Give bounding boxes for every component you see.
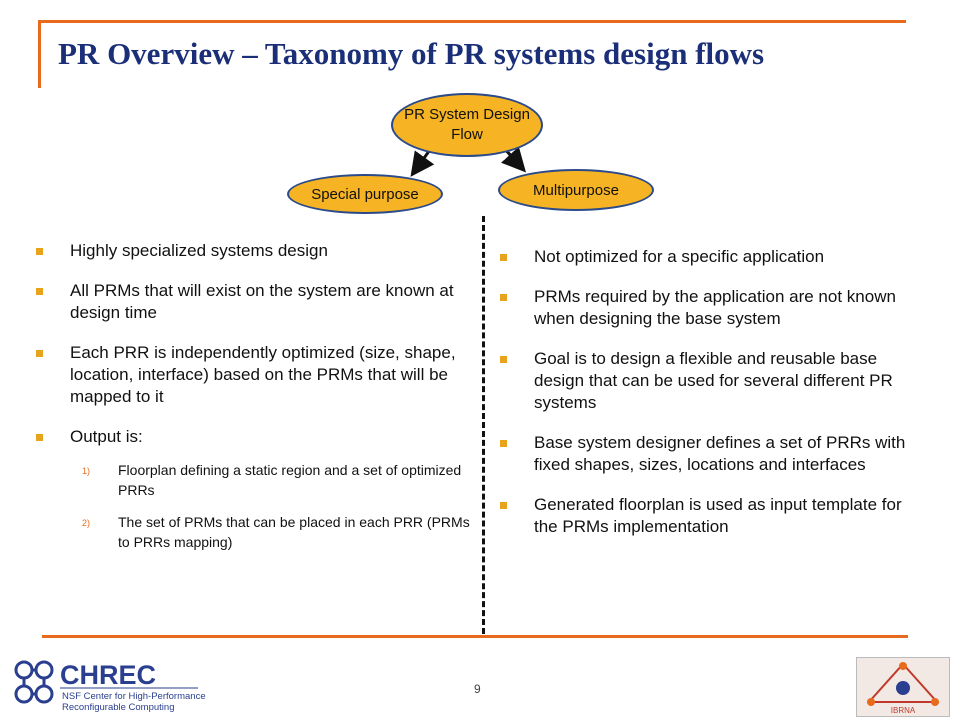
multipurpose-column	[500, 246, 920, 538]
ibrna-logo	[856, 657, 950, 717]
list-item	[500, 246, 920, 268]
list-item	[36, 240, 476, 262]
bullet-icon	[36, 434, 43, 441]
list-item	[500, 348, 920, 414]
page-number: 9	[474, 682, 481, 696]
page-title: PR Overview – Taxonomy of PR systems design flows	[58, 36, 765, 71]
bullet-text: Not optimized for a specific application	[534, 247, 825, 266]
footer-line	[42, 635, 908, 638]
list-item	[500, 286, 920, 330]
list-item	[500, 432, 920, 476]
special-purpose-label: Special purpose	[311, 185, 419, 203]
sub-list-item	[36, 512, 476, 552]
chrec-logo-line1: NSF Center for High-Performance	[62, 691, 206, 702]
list-item	[500, 494, 920, 538]
bullet-icon	[36, 248, 43, 255]
multipurpose-label: Multipurpose	[533, 181, 619, 199]
bullet-icon	[500, 440, 507, 447]
bullet-text: Each PRR is independently optimized (size, shape, location, interface) based on the PRMs that will be mapped to it	[70, 343, 456, 406]
bullet-text: Base system designer defines a set of PRRs with fixed shapes, sizes, locations and interfaces	[534, 433, 906, 474]
bullet-text: PRMs required by the application are not known when designing the base system	[534, 287, 896, 328]
bullet-text: Generated floorplan is used as input template for the PRMs implementation	[534, 495, 902, 536]
bullet-icon	[500, 254, 507, 261]
chrec-logo	[10, 654, 210, 716]
sub-list-item	[36, 460, 476, 500]
root-node	[391, 93, 543, 157]
special-purpose-column	[36, 240, 476, 552]
special-purpose-node	[287, 174, 443, 214]
chrec-logo-name: CHREC	[60, 660, 157, 690]
bullet-icon	[500, 356, 507, 363]
ibrna-logo-text: IBRNA	[890, 706, 916, 715]
sub-item-text: The set of PRMs that can be placed in each PRR (PRMs to PRRs mapping)	[118, 514, 470, 550]
bullet-text: Highly specialized systems design	[70, 241, 328, 260]
bullet-text: Output is:	[70, 427, 143, 446]
bullet-icon	[500, 294, 507, 301]
column-divider	[482, 216, 485, 634]
bullet-text: Goal is to design a flexible and reusable base design that can be used for several different PR systems	[534, 349, 893, 412]
list-item	[36, 280, 476, 324]
list-item	[36, 342, 476, 408]
sub-item-number: 1)	[82, 466, 91, 476]
bullet-icon	[500, 502, 507, 509]
bullet-text: All PRMs that will exist on the system are known at design time	[70, 281, 454, 322]
root-node-label: PR System Design Flow	[404, 106, 530, 143]
multipurpose-node	[498, 169, 654, 211]
sub-item-number: 2)	[82, 518, 91, 528]
list-item	[36, 426, 476, 448]
sub-item-text: Floorplan defining a static region and a set of optimized PRRs	[118, 462, 462, 498]
bullet-icon	[36, 350, 43, 357]
chrec-logo-line2: Reconfigurable Computing	[62, 702, 175, 713]
bullet-icon	[36, 288, 43, 295]
